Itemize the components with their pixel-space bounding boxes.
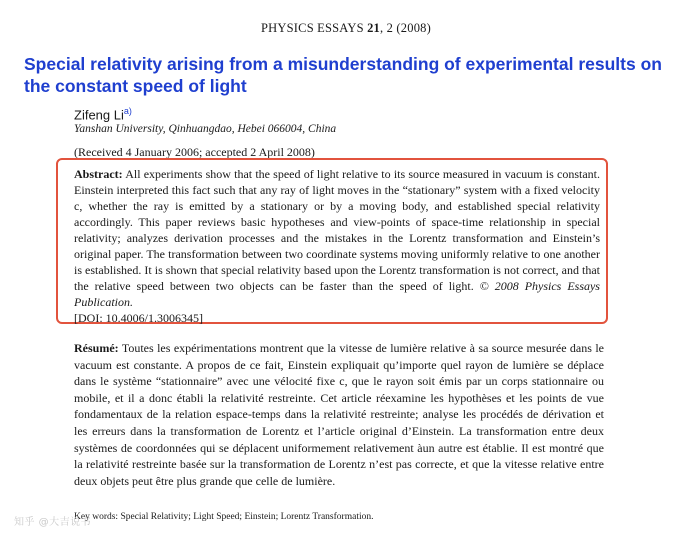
journal-volume: 21: [367, 21, 380, 35]
resume: [74, 340, 604, 489]
author-footnote-link[interactable]: a): [123, 106, 132, 116]
received-dates: (Received 4 January 2006; accepted 2 April 2008): [74, 145, 315, 159]
author-line: [74, 106, 132, 122]
watermark: 知乎 @大吉说书: [14, 517, 92, 528]
resume-text: Toutes les expérimentations montrent que la vitesse de lumière relative à sa source mesurée dans le vacuum est constante. A propos de ce fait, Einstein expliquait qu’importe quel rayon de lumière se déplace dans le système “stationnaire” avec une vélocité fixe c, que le rayon soit émis par un corps stationnaire ou mobile, et il a donc établi la relativité restreinte. Cet article réexamine les hypothèses et les points de vue fondamentaux de la relation espace-temps dans la relativité restreinte; analyse les procédés de dérivation et les erreurs dans la transformation de Lorentz et l’article original d’Einstein. La transformation entre deux systèmes de coordonnées qui se déplacent uniformement relativement àun autre est établie. Il est montré que la relativité restreinte basée sur la transformation de Lorentz n’est pas correcte, et que la vitesse relative entre deux objets peut être plus grande que celle de lumière.: [74, 341, 604, 488]
abstract-text: All experiments show that the speed of light relative to its source measured in vacuum is constant. Einstein interpreted this fact such that any ray of light moves in the “stationary” system with a fixed velocity c, whether the ray is emitted by a stationary or by a moving body, and established special relativity accordingly. This paper reviews basic hypotheses and view-points of space-time relationship in special relativity; analyzes derivation processes and the mistakes in the Lorentz transformation and Einstein’s original paper. The transformation between two coordinate systems moving uniformly relative to one another is established. It is shown that special relativity based upon the Lorentz transformation is not correct, and that the relative speed between two objects can be faster than the speed of light.: [74, 167, 600, 293]
keywords: Key words: Special Relativity; Light Speed; Einstein; Lorentz Transformation.: [74, 512, 374, 522]
paper-title: Special relativity arising from a misunderstanding of experimental results on the constant speed of light: [24, 54, 662, 96]
abstract-copyright: © 2008 Physics Essays Publication.: [74, 279, 600, 309]
abstract-label: Abstract:: [74, 167, 123, 181]
resume-label: Résumé:: [74, 341, 119, 355]
author-affiliation: Yanshan University, Qinhuangdao, Hebei 066004, China: [74, 123, 337, 135]
abstract: [74, 166, 600, 326]
journal-issue-year: , 2 (2008): [380, 21, 431, 35]
abstract-doi[interactable]: [DOI: 10.4006/1.3006345]: [74, 311, 203, 325]
journal-header: [0, 21, 692, 36]
author-name: Zifeng Li: [74, 107, 124, 123]
journal-name: PHYSICS ESSAYS: [261, 21, 364, 35]
